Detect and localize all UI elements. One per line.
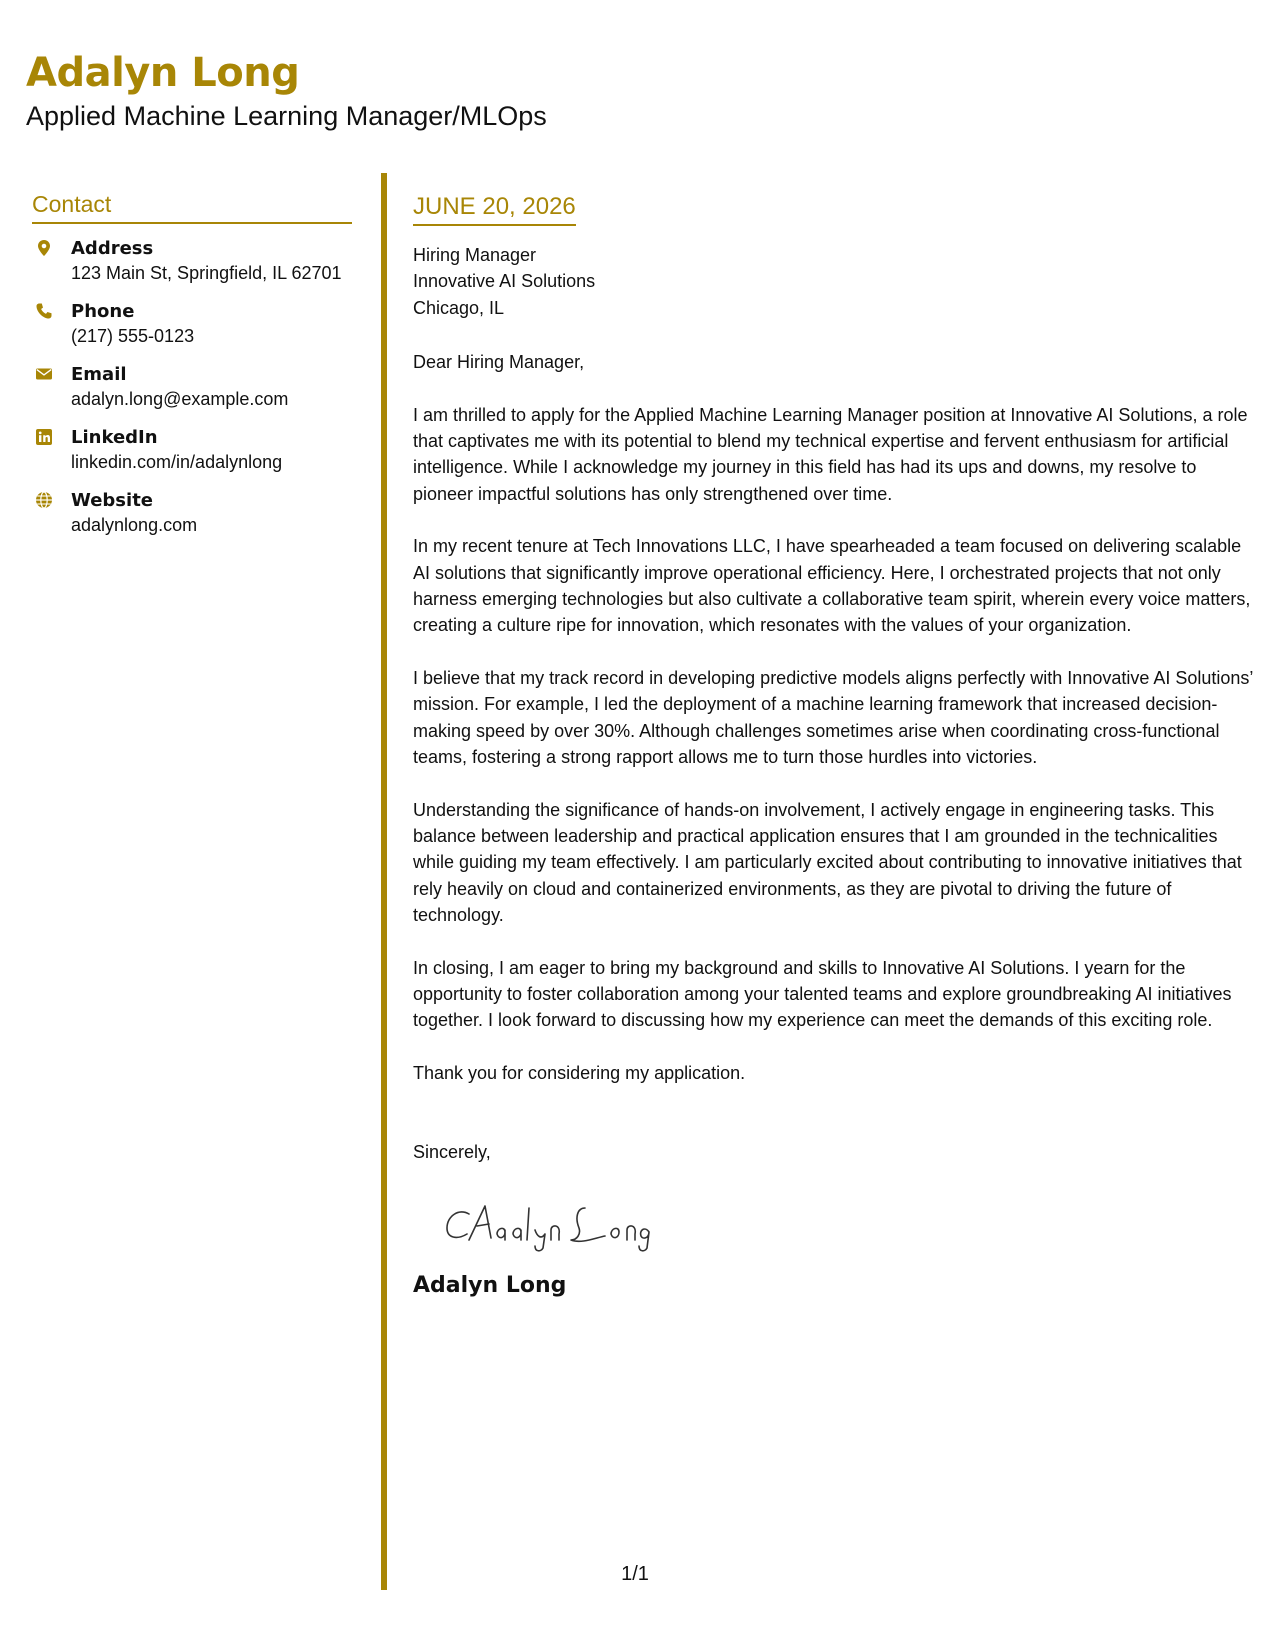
contact-label: LinkedIn xyxy=(71,427,158,448)
contact-item-address xyxy=(32,236,352,299)
phone-value: (217) 555-0123 xyxy=(71,326,195,346)
signatory-name: Adalyn Long xyxy=(413,1272,567,1298)
contact-label: Email xyxy=(71,364,127,385)
recipient-block xyxy=(413,242,1253,321)
contact-label: Phone xyxy=(71,301,135,322)
address-value: 123 Main St, Springfield, IL 62701 xyxy=(71,263,342,283)
contact-heading: Contact xyxy=(32,190,352,224)
cover-letter-body xyxy=(413,193,1253,1300)
recipient-title: Hiring Manager xyxy=(413,245,537,265)
handwritten-signature xyxy=(439,1194,659,1254)
contact-label: Website xyxy=(71,490,154,511)
recipient-company: Innovative AI Solutions xyxy=(413,271,596,292)
body-paragraph: In closing, I am eager to bring my background and skills to Innovative AI Solutions. I yearn for the opportunity to foster collaboration among your talented teams and explore groundbreaking AI initiatives together. I look forward to discussing how my experience can meet the demands of this exciting role. xyxy=(413,957,1232,1031)
salutation: Dear Hiring Manager, xyxy=(413,352,585,373)
contact-label: Address xyxy=(71,238,154,259)
globe-icon xyxy=(35,491,53,509)
map-pin-icon xyxy=(35,239,53,257)
letter-date: JUNE 20, 2026 xyxy=(413,193,576,220)
website-value[interactable]: adalynlong.com xyxy=(71,515,198,535)
envelope-icon xyxy=(35,365,53,383)
contact-list xyxy=(32,236,352,551)
body-paragraph: I believe that my track record in developing predictive models aligns perfectly with Innovative AI Solutions’ mission. For example, I led the deployment of a machine learning framework that increased decision-making speed by over 30%. Although challenges sometimes arise when coordinating cross-functional teams, fostering a strong rapport allows me to turn those hurdles into victories. xyxy=(413,667,1253,768)
contact-item-linkedin xyxy=(32,425,352,488)
applicant-name: Adalyn Long xyxy=(26,50,300,96)
linkedin-icon xyxy=(35,428,53,446)
email-value[interactable]: adalyn.long@example.com xyxy=(71,389,289,409)
body-paragraph: In my recent tenure at Tech Innovations LLC, I have spearheaded a team focused on delivering scalable AI solutions that significantly improve operational efficiency. Here, I orchestrated projects that not only harness emerging technologies but also cultivate a collaborative team spirit, wherein every voice matters, creating a culture ripe for innovation, which resonates with the values of your organization. xyxy=(413,536,1251,636)
contact-sidebar xyxy=(32,190,352,551)
linkedin-value[interactable]: linkedin.com/in/adalynlong xyxy=(71,452,283,472)
body-paragraph: I am thrilled to apply for the Applied Machine Learning Manager position at Innovative AI Solutions, a role that captivates me with its potential to blend my technical expertise and fervent enthusiasm for artificial intelligence. While I acknowledge my journey in this field has had its ups and downs, my resolve to pioneer impactful solutions has only strengthened over time. xyxy=(413,404,1248,504)
date-heading xyxy=(413,193,576,226)
phone-icon xyxy=(35,302,53,320)
closing-phrase: Sincerely, xyxy=(413,1142,491,1163)
contact-item-phone xyxy=(32,299,352,362)
closing-line: Thank you for considering my application. xyxy=(413,1062,746,1083)
recipient-location: Chicago, IL xyxy=(413,297,505,318)
contact-item-website xyxy=(32,488,352,551)
vertical-divider xyxy=(381,173,387,1590)
contact-item-email xyxy=(32,362,352,425)
job-title-headline: Applied Machine Learning Manager/MLOps xyxy=(26,101,547,131)
body-paragraph: Understanding the significance of hands-on involvement, I actively engage in engineering tasks. This balance between leadership and practical application ensures that I am grounded in the technicalities while guiding my team effectively. I am particularly excited about contributing to innovative initiatives that rely heavily on cloud and containerized environments, as they are pivotal to driving the future of technology. xyxy=(413,799,1242,926)
page-number: 1/1 xyxy=(621,1563,649,1585)
